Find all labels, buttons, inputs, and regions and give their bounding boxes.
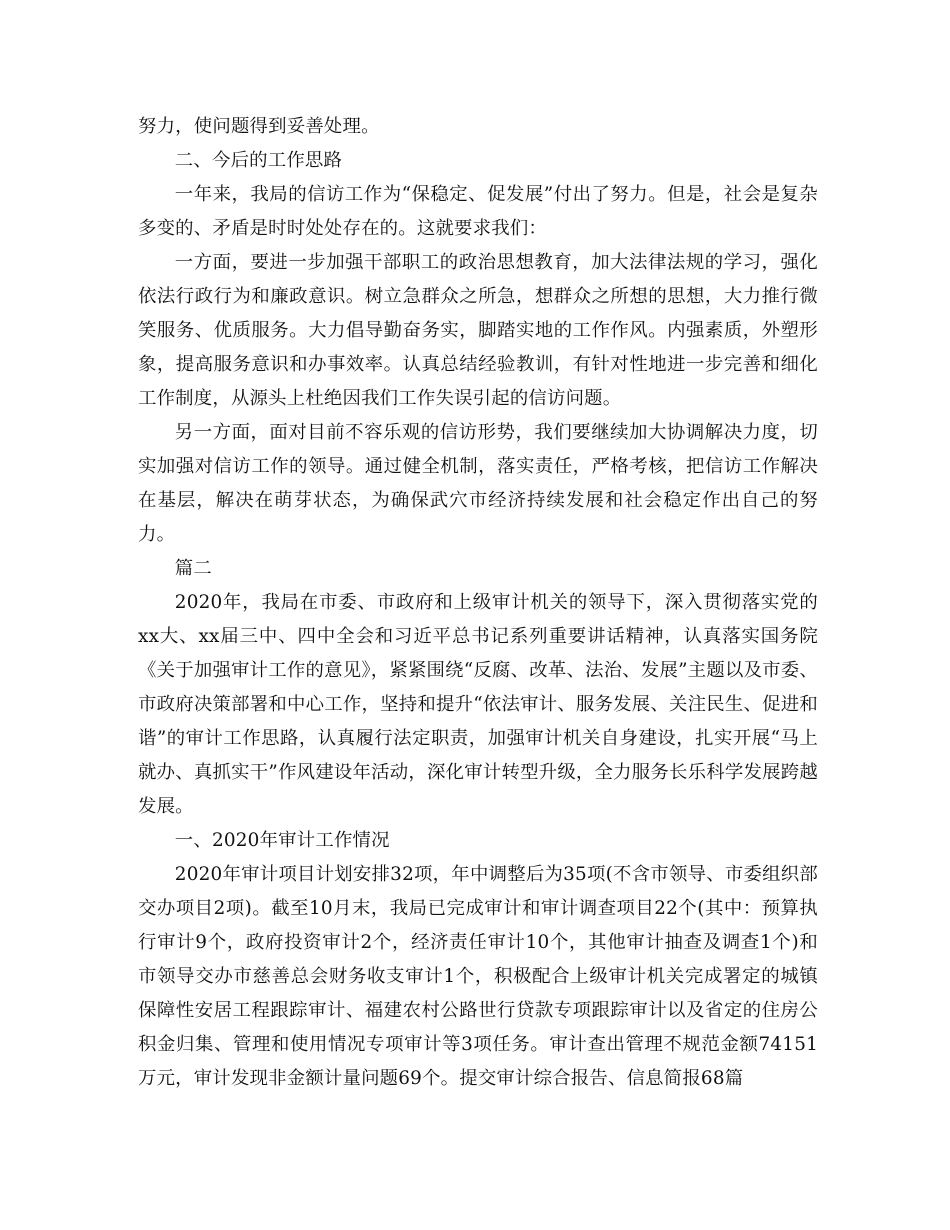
paragraph: 一年来，我局的信访工作为“保稳定、促发展”付出了努力。但是，社会是复杂多变的、矛盾是时时处处存在的。这就要求我们： <box>138 184 818 239</box>
part-heading: 篇二 <box>174 558 212 579</box>
paragraph: 2020年审计项目计划安排32项，年中调整后为35项(不含市领导、市委组织部交办项目2项)。截至10月末，我局已完成审计和审计调查项目22个(其中：预算执行审计9个，政府投资审计2个，经济责任审计10个，其他审计抽查及调查1个)和市领导交办市慈善总会财务收支审计1个，积极配合上级审计机关完成署定的城镇保障性安居工程跟踪审计、福建农村公路世行贷款专项跟踪审计以及省定的住房公积金归集、管理和使用情况专项审计等3项任务。审计查出管理不规范金额74151万元，审计发现非金额计量问题69个。提交审计综合报告、信息简报68篇 <box>138 864 818 1089</box>
paragraph: 另一方面，面对目前不容乐观的信访形势，我们要继续加大协调解决力度，切实加强对信访工作的领导。通过健全机制，落实责任，严格考核，把信访工作解决在基层，解决在萌芽状态，为确保武穴市经济持续发展和社会稳定作出自己的努力。 <box>138 422 818 545</box>
paragraph: 一方面，要进一步加强干部职工的政治思想教育，加大法律法规的学习，强化依法行政行为和廉政意识。树立急群众之所急，想群众之所想的思想，大力推行微笑服务、优质服务。大力倡导勤奋务实，脚踏实地的工作作风。内强素质，外塑形象，提高服务意识和办事效率。认真总结经验教训，有针对性地进一步完善和细化工作制度，从源头上杜绝因我们工作失误引起的信访问题。 <box>138 252 818 409</box>
document-body <box>138 110 818 1096</box>
section-heading-audit-work: 一、2020年审计工作情况 <box>174 830 390 851</box>
paragraph-continuation: 努力，使问题得到妥善处理。 <box>138 116 380 137</box>
section-heading-future-plans: 二、今后的工作思路 <box>174 150 343 171</box>
paragraph: 2020年，我局在市委、市政府和上级审计机关的领导下，深入贯彻落实党的xx大、xx届三中、四中全会和习近平总书记系列重要讲话精神，认真落实国务院《关于加强审计工作的意见》，紧紧围绕“反腐、改革、法治、发展”主题以及市委、市政府决策部署和中心工作，坚持和提升“依法审计、服务发展、关注民生、促进和谐”的审计工作思路，认真履行法定职责，加强审计机关自身建设，扎实开展“马上就办、真抓实干”作风建设年活动，深化审计转型升级，全力服务长乐科学发展跨越发展。 <box>138 592 818 817</box>
